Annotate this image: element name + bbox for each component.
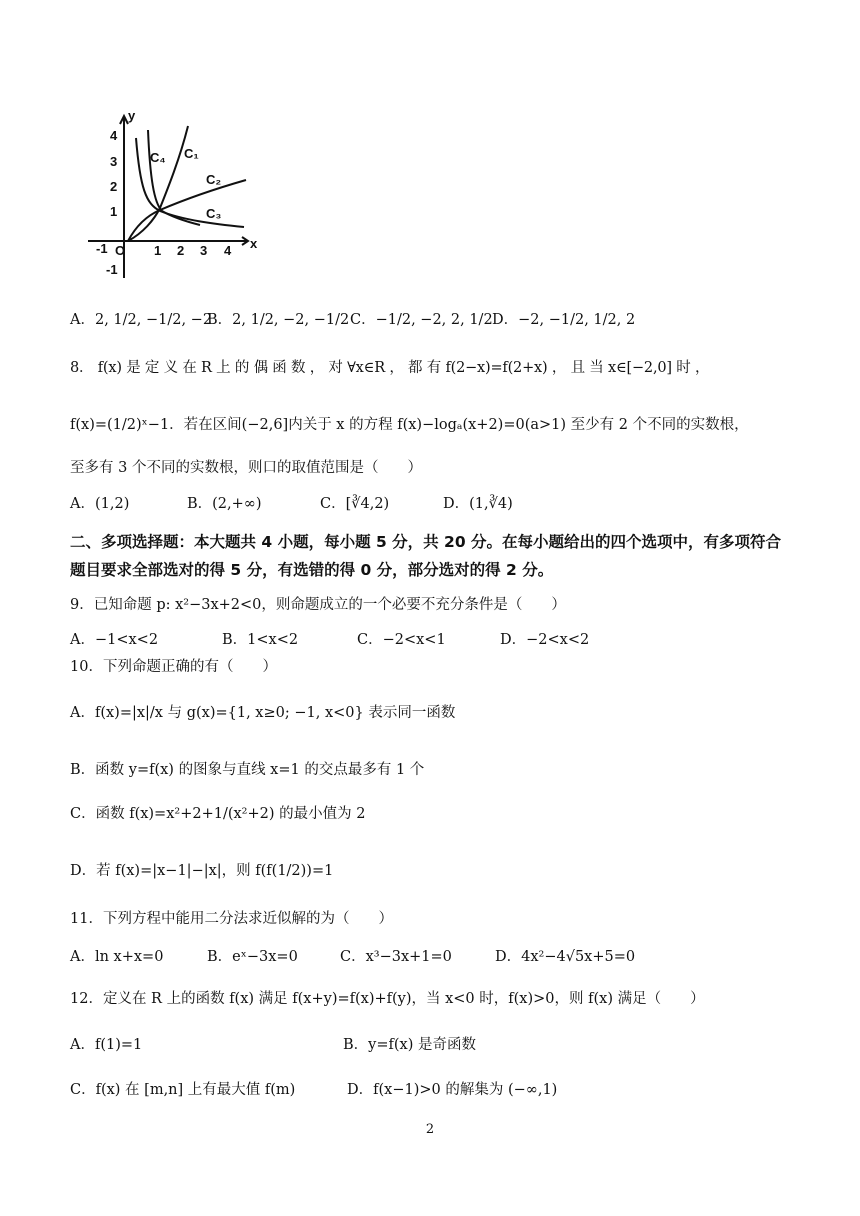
x-tick-neg1: -1: [96, 241, 108, 256]
y-tick-3: 3: [110, 154, 118, 169]
x-tick-2: 2: [177, 243, 185, 258]
q10-stem: 10．下列命题正确的有（ ）: [70, 659, 277, 675]
curve-label-c3: C₃: [206, 206, 222, 221]
q10-option-d: D．若 f(x)=|x−1|−|x|，则 f(f(1/2))=1: [70, 863, 334, 879]
curve-label-c4: C₄: [150, 150, 166, 165]
q12-option-b: B．y=f(x) 是奇函数: [343, 1037, 476, 1053]
q8-stem-line3: 至多有 3 个不同的实数根，则口的取值范围是（ ）: [70, 460, 422, 476]
q8-stem-line1: 8． f(x) 是 定 义 在 R 上 的 偶 函 数 ， 对 ∀x∈R ， 都 有 f(2−x)=f(2+x) ， 且 当 x∈[−2,0] 时 ，: [70, 360, 710, 376]
q10-option-b: B．函数 y=f(x) 的图象与直线 x=1 的交点最多有 1 个: [70, 762, 425, 778]
q11-stem: 11．下列方程中能用二分法求近似解的为（ ）: [70, 911, 393, 927]
q9-option-b: B．1<x<2: [222, 632, 299, 648]
x-tick-4: 4: [224, 243, 232, 258]
q11-option-c: C．x³−3x+1=0: [340, 949, 452, 965]
q12-option-d: D．f(x−1)>0 的解集为 (−∞,1): [347, 1082, 558, 1098]
q11-option-b: B．eˣ−3x=0: [207, 949, 298, 965]
x-axis-label: x: [250, 236, 258, 251]
x-tick-3: 3: [200, 243, 208, 258]
q11-option-a: A．ln x+x=0: [70, 949, 164, 965]
curve-label-c2: C₂: [206, 172, 222, 187]
section-heading-multiple-choice: 二、多项选择题：本大题共 4 小题，每小题 5 分，共 20 分。在每小题给出的四个选项中，有多项符合题目要求全部选对的得 5 分，有选错的得 0 分，部分选对的得 2 分。: [70, 533, 782, 579]
q9-stem: 9．已知命题 p: x²−3x+2<0，则命题成立的一个必要不充分条件是（ ）: [70, 597, 566, 613]
q8-option-c: C．[∛4,2): [320, 496, 390, 512]
q12-option-a: A．f(1)=1: [70, 1037, 143, 1053]
q7-option-c: C．−1/2, −2, 2, 1/2: [350, 312, 493, 328]
q9-option-c: C．−2<x<1: [357, 632, 446, 648]
y-tick-neg1: -1: [106, 262, 118, 277]
q12-stem: 12．定义在 R 上的函数 f(x) 满足 f(x+y)=f(x)+f(y)，当 x<0 时，f(x)>0，则 f(x) 满足（ ）: [70, 991, 705, 1007]
y-axis-label: y: [128, 108, 136, 123]
y-tick-4: 4: [110, 128, 118, 143]
page-number: 2: [425, 1122, 435, 1137]
x-tick-1: 1: [154, 243, 162, 258]
q9-option-d: D．−2<x<2: [500, 632, 590, 648]
y-tick-1: 1: [110, 204, 118, 219]
q7-option-a: A．2, 1/2, −1/2, −2: [70, 312, 213, 328]
curve-c4: [148, 130, 200, 225]
q8-option-a: A．(1,2): [70, 496, 130, 512]
q7-option-b: B．2, 1/2, −2, −1/2: [207, 312, 350, 328]
q12-option-c: C．f(x) 在 [m,n] 上有最大值 f(m): [70, 1082, 296, 1098]
power-function-graph: [88, 108, 263, 286]
q11-option-d: D．4x²−4√5x+5=0: [495, 949, 636, 965]
curve-label-c1: C₁: [184, 146, 199, 161]
q8-stem-line2: f(x)=(1/2)ˣ−1．若在区间(−2,6]内关于 x 的方程 f(x)−logₐ(x+2)=0(a>1) 至少有 2 个不同的实数根，: [70, 417, 749, 433]
q8-option-b: B．(2,+∞): [187, 496, 262, 512]
q9-option-a: A．−1<x<2: [70, 632, 159, 648]
y-tick-2: 2: [110, 179, 118, 194]
curve-c2: [128, 180, 246, 241]
q7-option-d: D．−2, −1/2, 1/2, 2: [492, 312, 636, 328]
q8-option-d: D．(1,∛4): [443, 496, 513, 512]
q10-option-c: C．函数 f(x)=x²+2+1/(x²+2) 的最小值为 2: [70, 806, 366, 822]
origin-label: O: [115, 243, 126, 258]
q10-option-a: A．f(x)=|x|/x 与 g(x)={1, x≥0; −1, x<0} 表示同一函数: [70, 705, 456, 721]
